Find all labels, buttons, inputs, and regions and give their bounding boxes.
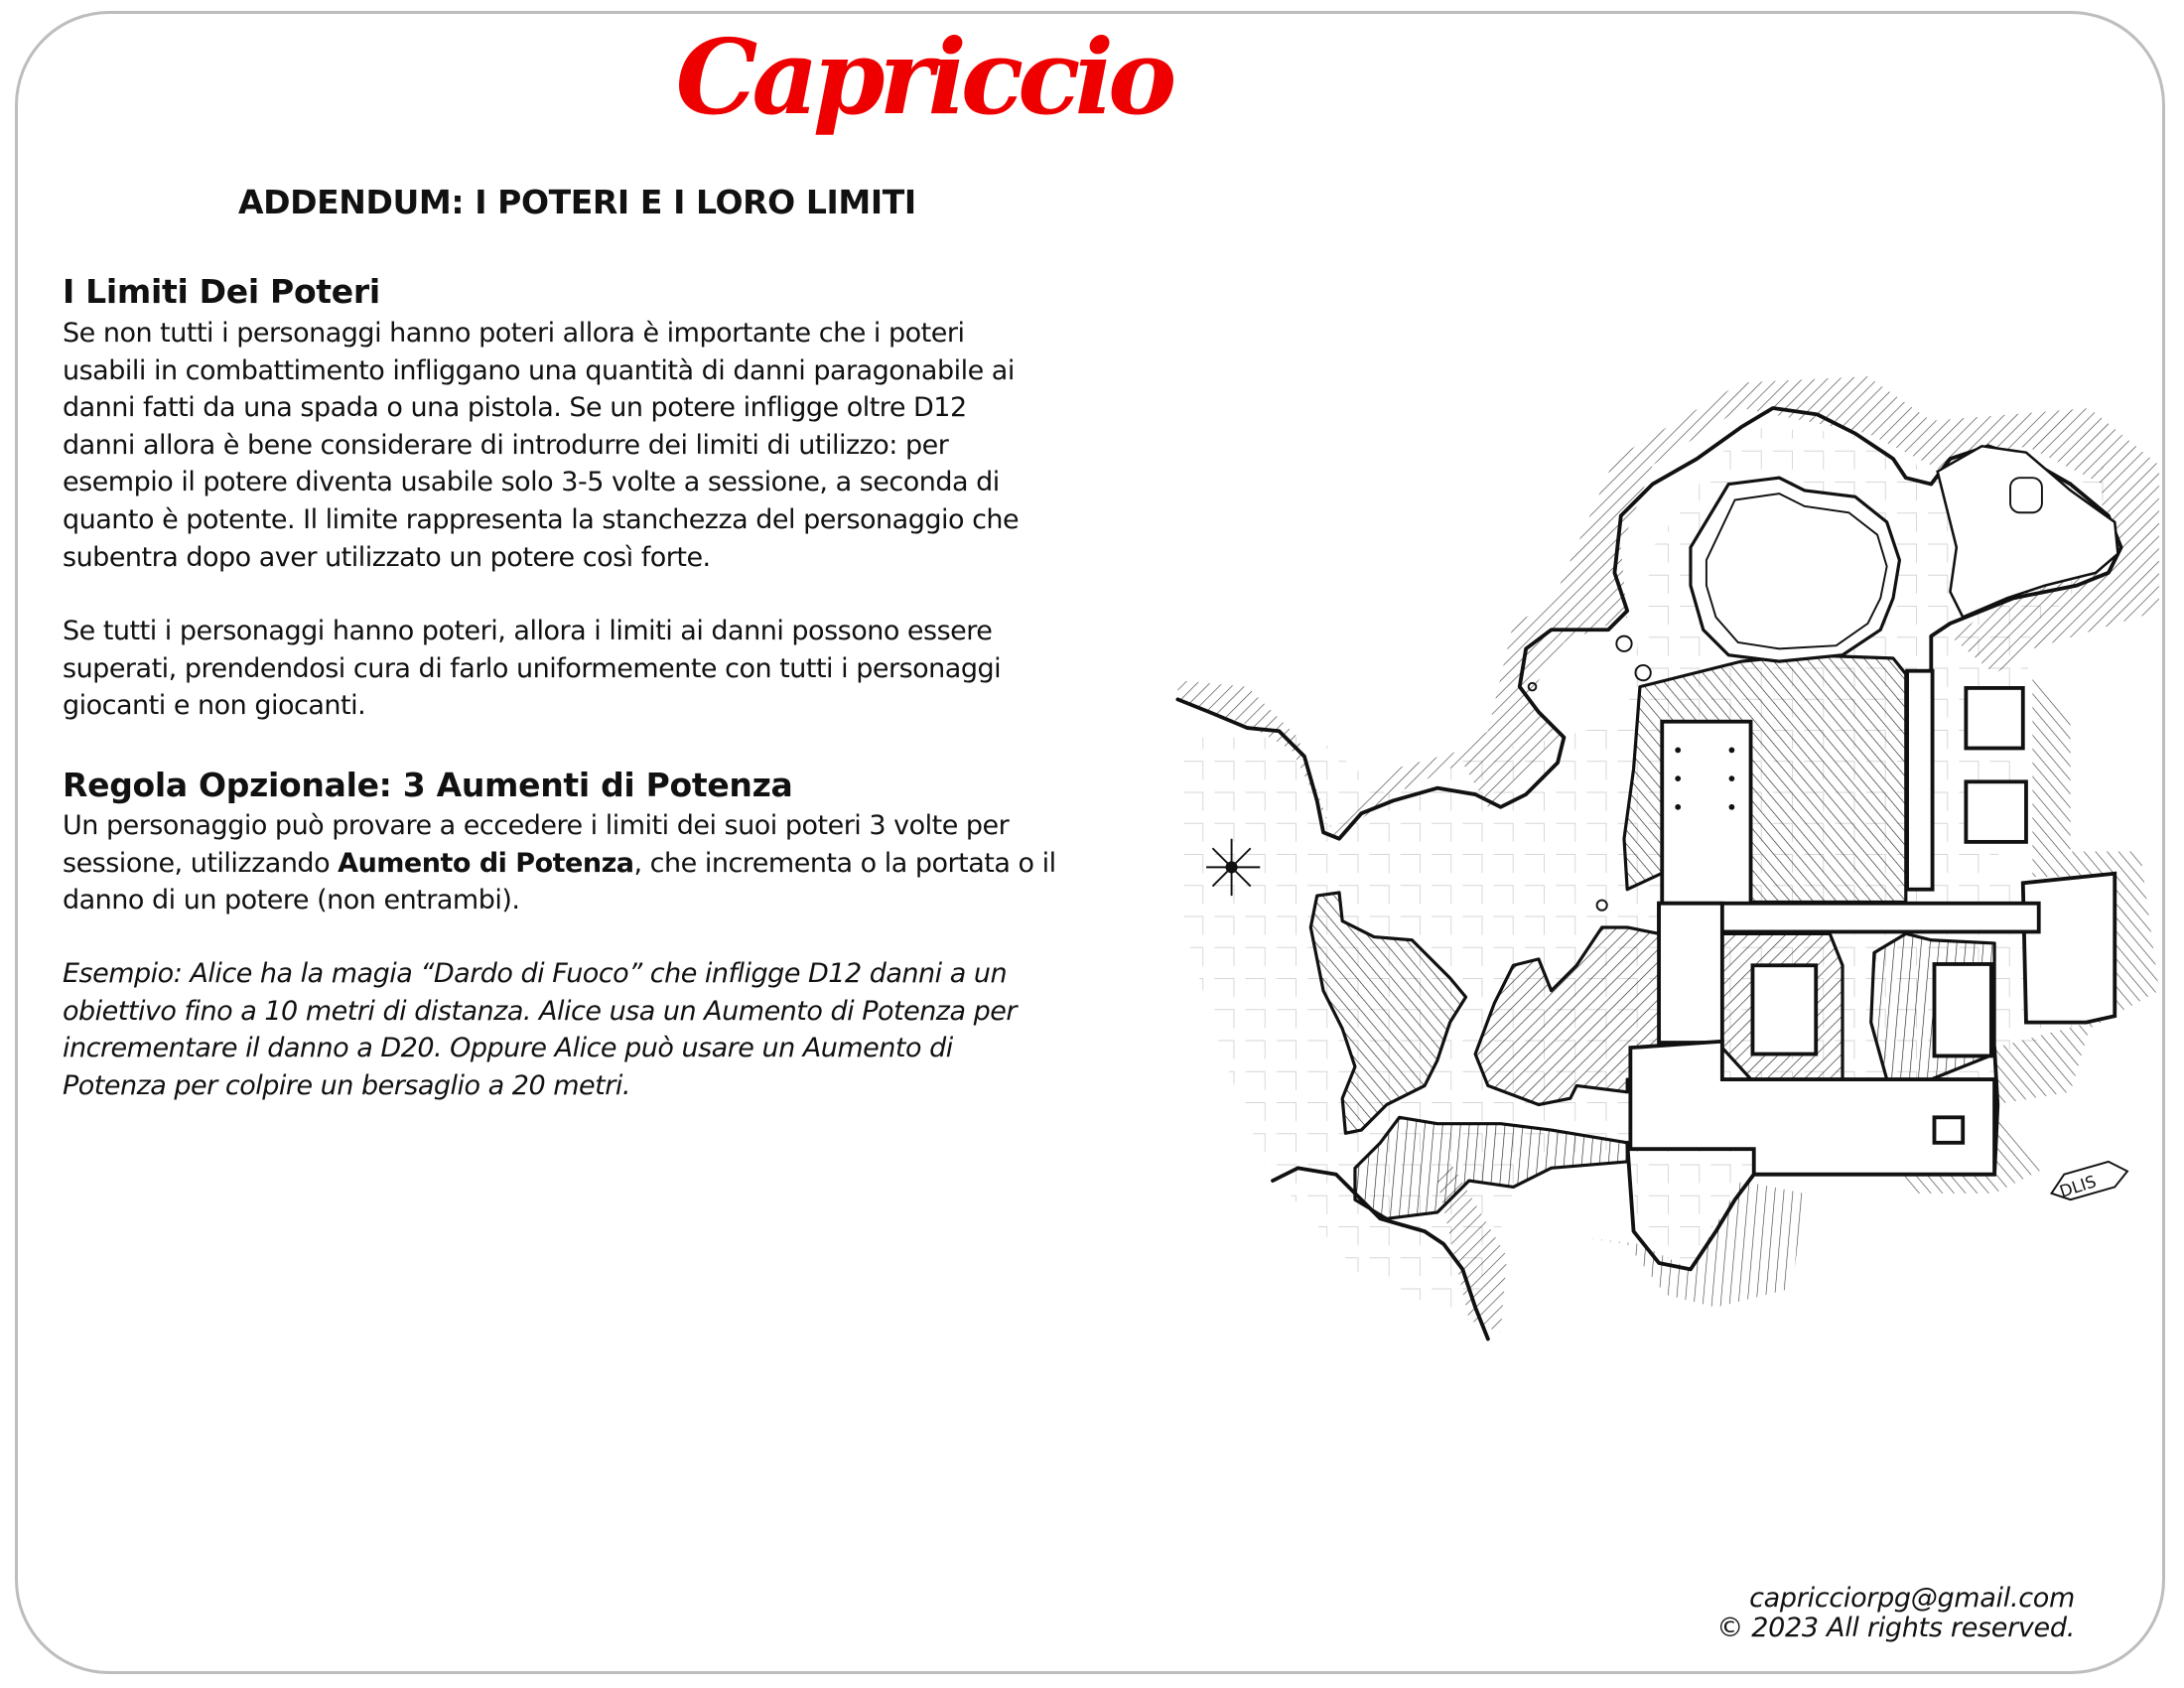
text-fragment: , che incrementa o la portata o il — [633, 847, 1056, 879]
document-title: ADDENDUM: I POTERI E I LORO LIMITI — [238, 183, 916, 221]
text-line: obiettivo fino a 10 metri di distanza. Alice usa un Aumento di Potenza per — [63, 995, 1017, 1027]
text-line: giocanti e non giocanti. — [63, 690, 366, 722]
text-line: Un personaggio può provare a eccedere i limiti dei suoi poteri 3 volte per — [63, 810, 1010, 841]
text-line: Potenza per colpire un bersaglio a 20 metri. — [63, 1069, 630, 1101]
capriccio-logo — [675, 14, 1171, 153]
text-fragment: sessione, utilizzando — [63, 847, 339, 879]
map-pond — [1691, 478, 1899, 661]
dungeon-map — [1171, 357, 2164, 1350]
map-pool-rock — [2010, 478, 2042, 512]
map-room-southeast-cell — [1934, 964, 1990, 1055]
paragraph-optional-rule — [63, 807, 1056, 919]
footer-copyright: © 2023 All rights reserved. — [1716, 1613, 2075, 1643]
map-room-central-cell — [1752, 965, 1816, 1054]
text-line: danno di un potere (non entrambi). — [63, 885, 520, 916]
text-line: usabili in combattimento infliggano una quantità di danni paragonabile ai — [63, 354, 1015, 386]
text-line: quanto è potente. Il limite rappresenta la stanchezza del personaggio che — [63, 503, 1020, 535]
map-room-ne-2 — [1966, 781, 2026, 842]
text-line: superati, prendendosi cura di farlo uniformemente con tutti i personaggi — [63, 652, 1002, 684]
section-heading-limits: I Limiti Dei Poteri — [63, 272, 380, 311]
text-line: incrementare il danno a D20. Oppure Alice può usare un Aumento di — [63, 1033, 953, 1064]
text-line: danni allora è bene considerare di introdurre dei limiti di utilizzo: per — [63, 429, 949, 461]
text-line — [63, 845, 1056, 883]
text-line: subentra dopo aver utilizzato un potere così forte. — [63, 541, 711, 573]
text-line: Se tutti i personaggi hanno poteri, allora i limiti ai danni possono essere — [63, 616, 993, 646]
map-corridor-vertical — [1659, 904, 1722, 1043]
paragraph-limits-1 — [63, 315, 1019, 576]
text-line: esempio il potere diventa usabile solo 3-5 volte a sessione, a seconda di — [63, 467, 1000, 498]
text-line: danni fatti da una spada o una pistola. Se un potere infligge oltre D12 — [63, 392, 967, 424]
text-line: Se non tutti i personaggi hanno poteri allora è importante che i poteri — [63, 318, 965, 349]
example-paragraph — [63, 955, 1017, 1104]
map-pit — [1934, 1117, 1963, 1143]
map-room-east-hall — [2023, 874, 2115, 1023]
footer-email: capricciorpg@gmail.com — [1749, 1583, 2075, 1614]
map-room-ne-1 — [1966, 688, 2022, 749]
bold-term: Aumento di Potenza — [338, 847, 634, 879]
section-heading-optional-rule: Regola Opzionale: 3 Aumenti di Potenza — [63, 766, 793, 804]
paragraph-limits-2 — [63, 613, 1001, 725]
map-room-east-corridor — [1907, 671, 1933, 890]
text-line: Esempio: Alice ha la magia “Dardo di Fuoco” che infligge D12 danni a un — [63, 958, 1008, 989]
map-signature: DLIS — [2057, 1172, 2099, 1201]
logo-text: Capriccio — [675, 16, 1171, 138]
